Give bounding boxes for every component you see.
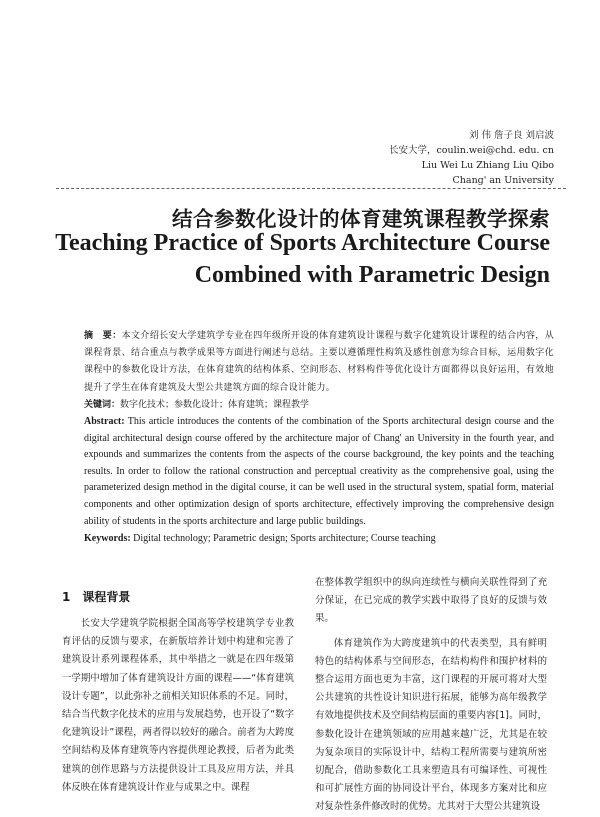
body-paragraph: 体育建筑作为大跨度建筑中的代表类型，具有鲜明特色的结构体系与空间形态，在结构构件和围护材料的整合运用方面也更为丰富，这门课程的开展可将对大型公共建筑的共性设计知识进行拓展，能够为高年级教学有效地提供技术及空间结构层面的重要内容[1]。同时，参数化设计在建筑领域的应用越来越广泛，尤其是在较为复杂项目的实际设计中，结构工程所需要与建筑所密切配合，借助参数化工具来塑造具有可编译性、可视性和可扩展性方面的协同设计平台，体现多方案对比和应对复杂性条件修改时的优势。尤其对于大型公共建筑设 bbox=[315, 637, 547, 813]
author-names-en: Liu Wei Lu Zhiang Liu Qibo bbox=[421, 160, 554, 171]
body-paragraph: 在整体教学组织中的纵向连续性与横向关联性得到了充分保证，在已完成的教学实践中取得了良好的反馈与效果。 bbox=[315, 577, 547, 625]
abstract-en-label: Abstract: bbox=[84, 416, 125, 428]
abstract-cn-text: 本文介绍长安大学建筑学专业在四年级所开设的体育建筑设计课程与数字化建筑设计课程的结合内容，从课程背景、结合重点与教学成果等方面进行阐述与总结。主要以遵循理性构筑及感性创意为综合目标，运用数字化课程中的参数化设计方法，在体育建筑的结构体系、空间形态、材料构件等优化设计方面都得以良好运用，有效地提升了学生在体育建筑及大型公共建筑方面的综合设计能力。 bbox=[84, 331, 554, 393]
section-heading bbox=[62, 588, 142, 605]
body-column-left: 长安大学建筑学院根据全国高等学校建筑学专业教育评估的反馈与要求，在新版培养计划中构建和完善了建筑设计系列课程体系，其中举措之一就是在四年级第一学期中增加了体育建筑设计方面的课程——“体育建筑设计专题”，以此弥补之前相关知识体系的不足。同时，结合当代数字化技术的应用与发展趋势，也开设了“数字化建筑设计”课程，两者得以较好的融合。前者为大跨度空间结构及体育建筑等内容提供理论教授，后者为此类建筑的创作思路与方法提供设计工具及应用方法，并具体反映在体育建筑设计作业与成果之中。课程 bbox=[62, 618, 294, 793]
title-english-line1: Teaching Practice of Sports Architecture Course bbox=[55, 230, 550, 256]
keywords-en-label: Keywords: bbox=[84, 533, 131, 545]
keywords-cn-text: 数字化技术；参数化设计；体育建筑；课程教学 bbox=[120, 399, 310, 410]
body-column-right bbox=[315, 574, 547, 817]
keywords-cn-label: 关键词： bbox=[84, 399, 121, 410]
author-names-cn: 刘 伟 詹子良 刘启波 bbox=[468, 130, 554, 141]
abstract-en-text: This article introduces the contents of the combination of the Sports architectural design course and the digital architectural design course offered by the architecture major of Chang' an University in the fourth year, and expounds and summarizes the contents from the aspects of the course background, the key points and the teaching results. In order to follow the rational construction and perceptual creativity as the comprehensive goal, using the parameterized design method in the digital course, it can be well used in the structural system, spatial form, material components and other optimization design of sports architecture, effectively improving the comprehensive design ability of students in the sports architecture and large public buildings. bbox=[84, 416, 554, 527]
author-affiliation-en: Chang' an University bbox=[452, 175, 554, 186]
keywords-en-text: Digital technology; Parametric design; Sports architecture; Course teaching bbox=[130, 533, 436, 545]
abstract-english bbox=[84, 414, 554, 530]
section-title: 课程背景 bbox=[82, 590, 131, 604]
title-chinese: 结合参数化设计的体育建筑课程教学探索 bbox=[172, 207, 550, 231]
abstract-chinese bbox=[84, 328, 554, 397]
section-number: 1 bbox=[62, 590, 71, 604]
abstract-cn-label: 摘 要： bbox=[84, 331, 122, 341]
title-english-line2: Combined with Parametric Design bbox=[194, 262, 550, 288]
keywords-chinese bbox=[84, 397, 554, 414]
author-affiliation: 长安大学，coulin.wei@chd. edu. cn bbox=[388, 145, 554, 156]
header-divider bbox=[56, 188, 566, 189]
keywords-english bbox=[84, 530, 554, 547]
author-block bbox=[294, 128, 554, 188]
abstract-block bbox=[84, 328, 554, 547]
